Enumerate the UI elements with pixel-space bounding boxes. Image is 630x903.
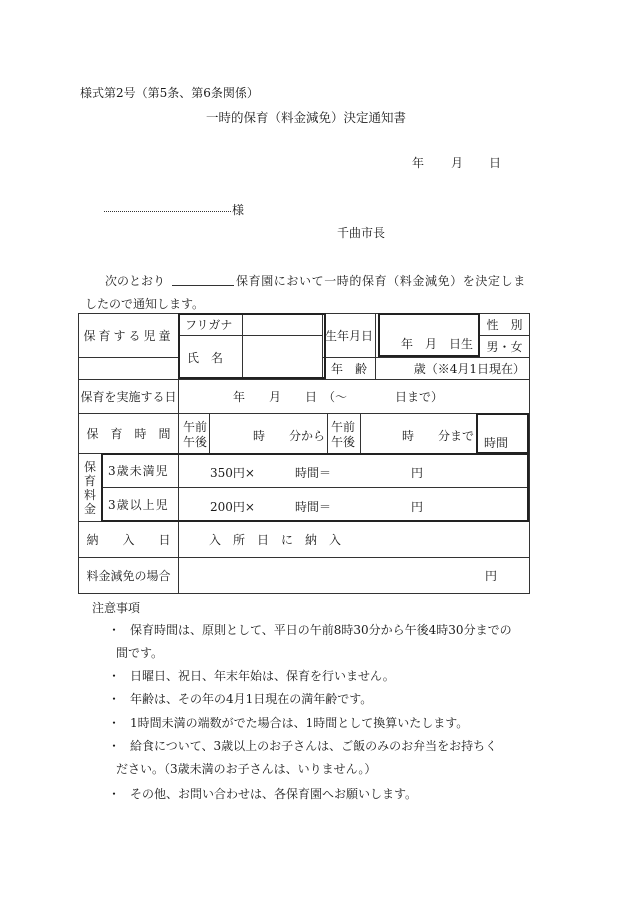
- note-text: その他、お問い合わせは、各保育園へお願いします。: [130, 787, 418, 801]
- hours-label: 時間: [484, 436, 509, 450]
- payment-label-cell: [79, 522, 179, 558]
- reduction-yen: 円: [485, 569, 498, 583]
- fee-under3-hours: 時間＝: [295, 466, 332, 480]
- date-day: 日: [489, 156, 502, 170]
- body-line2: したので通知します。: [85, 297, 205, 311]
- child-label-spacer: [79, 358, 179, 380]
- ampm-divider-1: [209, 414, 210, 453]
- body-line1-pre: 次のとおり: [105, 274, 166, 288]
- age-label: 年 齢: [331, 362, 368, 376]
- gender-label-cell: [480, 314, 530, 336]
- date-value: 年 月 日 （～ 日まで）: [233, 390, 444, 404]
- gender-label: 性 別: [486, 318, 523, 332]
- bullet-icon: ・: [108, 669, 121, 683]
- payment-value: 入 所 日 に 納 入: [209, 533, 342, 547]
- issuer: 千曲市長: [337, 226, 386, 240]
- reduction-label: 料金減免の場合: [86, 569, 171, 583]
- birth-label: 生年月日: [325, 329, 374, 343]
- date-month: 月: [451, 156, 464, 170]
- child-label-cell: [79, 314, 179, 358]
- date-label-cell: [79, 380, 179, 414]
- fee-over3-yen: 円: [411, 500, 424, 514]
- note-text-cont: 間です。: [116, 646, 164, 660]
- furigana-label: フリガナ: [185, 318, 233, 332]
- fee-over3-unit: 200円×: [210, 500, 255, 514]
- birth-age-bold-box: [378, 313, 480, 357]
- age-value: 歳（※4月1日現在）: [413, 362, 526, 376]
- document-title: 一時的保育（料金減免）決定通知書: [206, 110, 407, 125]
- note-text-cont: ださい。（3歳未満のお子さんは、いりません。）: [116, 762, 377, 776]
- bullet-icon: ・: [108, 623, 121, 637]
- birth-value: 年 月 日生: [401, 337, 474, 351]
- ampm-to: 午前 午後: [331, 420, 356, 449]
- ampm-from: 午前 午後: [183, 420, 208, 449]
- date-year: 年: [412, 156, 425, 170]
- fee-under3-yen: 円: [411, 466, 424, 480]
- note-text: 1時間未満の端数がでた場合は、1時間として換算いたします。: [130, 716, 469, 730]
- fee-under3-unit: 350円×: [210, 466, 255, 480]
- notes-title: 注意事項: [92, 601, 141, 615]
- fee-row-over3-label: 3歳以上児: [108, 498, 169, 512]
- time-label-cell: [79, 414, 179, 454]
- bullet-icon: ・: [108, 692, 121, 706]
- body-line1-post: 保育園において一時的保育（料金減免）を決定しま: [236, 274, 526, 288]
- time-to: 時 分まで: [402, 429, 475, 443]
- gender-value-cell[interactable]: [480, 336, 530, 358]
- fee-label: 保育料金: [84, 459, 97, 516]
- bullet-icon: ・: [108, 787, 121, 801]
- age-value-cell[interactable]: [376, 358, 530, 380]
- name-label: 氏 名: [187, 351, 224, 365]
- time-label: 保 育 時 間: [86, 427, 171, 441]
- payment-value-cell: [179, 522, 530, 558]
- ampm-divider-3: [360, 414, 361, 453]
- reduction-value-cell[interactable]: [179, 558, 530, 594]
- reduction-label-cell: [79, 558, 179, 594]
- time-from: 時 分から: [253, 429, 326, 443]
- age-label-cell: [323, 358, 376, 380]
- note-text: 年齢は、その年の4月1日現在の満年齢です。: [130, 692, 373, 706]
- note-text: 保育時間は、原則として、平日の午前8時30分から午後4時30分までの: [130, 623, 512, 637]
- fee-row-under3-label: 3歳未満児: [108, 464, 169, 478]
- fee-over3-hours: 時間＝: [295, 500, 332, 514]
- date-label: 保育を実施する日: [80, 390, 177, 404]
- gender-value: 男・女: [486, 340, 523, 354]
- payment-label: 納 入 日: [86, 533, 171, 547]
- bullet-icon: ・: [108, 716, 121, 730]
- birth-label-cell: [323, 314, 376, 358]
- nursery-name-blank[interactable]: [172, 285, 234, 286]
- form-number: 様式第2号（第5条、第6条関係）: [80, 86, 259, 100]
- ampm-divider-2: [327, 414, 328, 453]
- bullet-icon: ・: [108, 739, 121, 753]
- note-text: 日曜日、祝日、年末年始は、保育を行いません。: [130, 669, 395, 683]
- time-value-cell[interactable]: [179, 414, 530, 454]
- fee-bold-box: [101, 453, 529, 522]
- addressee-line[interactable]: [104, 211, 231, 212]
- furigana-name-bold-box: [178, 313, 326, 379]
- addressee-suffix: 様: [232, 203, 245, 217]
- fee-label-cell: [79, 454, 102, 522]
- note-text: 給食について、3歳以上のお子さんは、ご飯のみのお弁当をお持ちく: [130, 739, 498, 753]
- child-label: 保育する児童: [83, 329, 174, 343]
- date-value-cell[interactable]: [179, 380, 530, 414]
